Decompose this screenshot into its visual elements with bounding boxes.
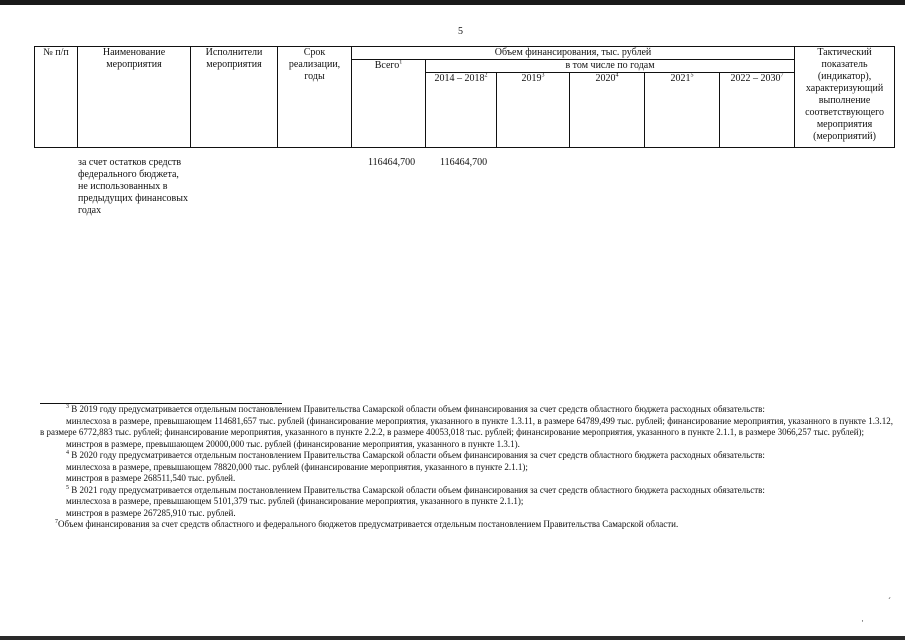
header-year-2022-2030	[720, 73, 795, 148]
footnote-item: минлесхоза в размере, превышающем 114681,657 тыс. рублей (финансирование мероприятия, указанного в пункте 1.3.11, в размере 64789,499 тыс. рублей; финансирование мероприятия, указанного в пункте 1.3.12, в размере 6772,883 тыс. рублей; финансирование мероприятия, указанного в пункте 2.2.2, в размере 40053,018 тыс. рублей; финансирование мероприятия, указанного в пункте 2.1.1, в размере 3066,257 тыс. рублей);	[40, 415, 893, 437]
header-total	[352, 60, 426, 148]
year-label: 2019	[521, 73, 542, 84]
year-note: 7	[780, 72, 784, 79]
row-name-cell: за счет остатков средств федерального бюджета, не использованных в предыдущих финансовых годах	[78, 157, 188, 216]
header-total-label: Всего	[374, 60, 400, 71]
year-label: 2022 – 2030	[730, 73, 781, 84]
footnote-3	[40, 404, 893, 416]
header-indicator: Тактический показатель (индикатор), характеризующий выполнение соответствующего мероприятия (мероприятий)	[795, 47, 895, 148]
scan-edge-top	[0, 0, 905, 5]
header-year-2020	[570, 73, 645, 148]
footnote-item: минстроя в размере 267285,910 тыс. рублей.	[66, 507, 236, 518]
year-label: 2020	[595, 73, 616, 84]
footnote-4	[40, 450, 893, 462]
row-total-cell: 116464,700	[368, 157, 416, 168]
year-note: 2	[484, 72, 488, 79]
row-2014-2018-cell: 116464,700	[440, 157, 488, 168]
footnote-number: 3	[66, 404, 69, 410]
header-funding-volume: Объем финансирования, тыс. рублей	[352, 47, 795, 60]
year-note: 3	[541, 72, 545, 79]
year-label: 2021	[670, 73, 691, 84]
header-total-note: 1	[399, 59, 403, 66]
header-by-years: в том числе по годам	[426, 60, 795, 73]
footnote-item: минстроя в размере, превышающем 20000,000 тыс. рублей (финансирование мероприятия, указанного в пункте 1.3.1).	[66, 438, 520, 449]
year-note: 5	[690, 72, 694, 79]
header-year-2019	[497, 73, 570, 148]
footnote-item: минлесхоза в размере, превышающем 78820,000 тыс. рублей (финансирование мероприятия, указанного в пункте 2.1.1);	[66, 461, 528, 472]
header-name: Наименование мероприятия	[78, 47, 191, 148]
scan-speck: ˊ	[888, 596, 891, 606]
year-label: 2014 – 2018	[434, 73, 485, 84]
financing-table	[34, 46, 895, 148]
footnote-item: минстроя в размере 268511,540 тыс. рублей.	[66, 473, 236, 483]
footnote-number: 7	[55, 519, 58, 525]
header-num: № п/п	[35, 47, 78, 148]
scan-edge-bottom	[0, 636, 905, 640]
footnote-number: 5	[66, 484, 69, 491]
footnote-7	[40, 519, 893, 531]
footnote-text: Объем финансирования за счет средств областного и федерального бюджетов предусматривается отдельным постановлением Правительства Самарской области.	[58, 519, 679, 529]
footnote-item: минлесхоза в размере, превышающем 5101,379 тыс. рублей (финансирование мероприятия, указанного в пункте 2.1.1);	[66, 496, 524, 506]
header-year-2021	[645, 73, 720, 148]
footnote-number: 4	[66, 450, 69, 456]
footnote-text: В 2020 году предусматривается отдельным постановлением Правительства Самарской области объем финансирования за счет средств областного бюджета расходных обязательств:	[71, 450, 765, 460]
footnote-text: В 2021 году предусматривается отдельным постановлением Правительства Самарской области объем финансирования за счет средств областного бюджета расходных обязательств:	[71, 484, 765, 495]
year-note: 4	[615, 72, 619, 79]
footnotes	[40, 404, 893, 531]
header-executors: Исполнители мероприятия	[191, 47, 278, 148]
page-number: 5	[458, 26, 463, 37]
scan-speck: ·	[861, 616, 864, 626]
footnote-text: В 2019 году предусматривается отдельным постановлением Правительства Самарской области объем финансирования за счет средств областного бюджета расходных обязательств:	[71, 404, 765, 414]
header-year-2014-2018	[426, 73, 497, 148]
footnote-5	[40, 485, 893, 497]
header-term: Срок реализации, годы	[278, 47, 352, 148]
